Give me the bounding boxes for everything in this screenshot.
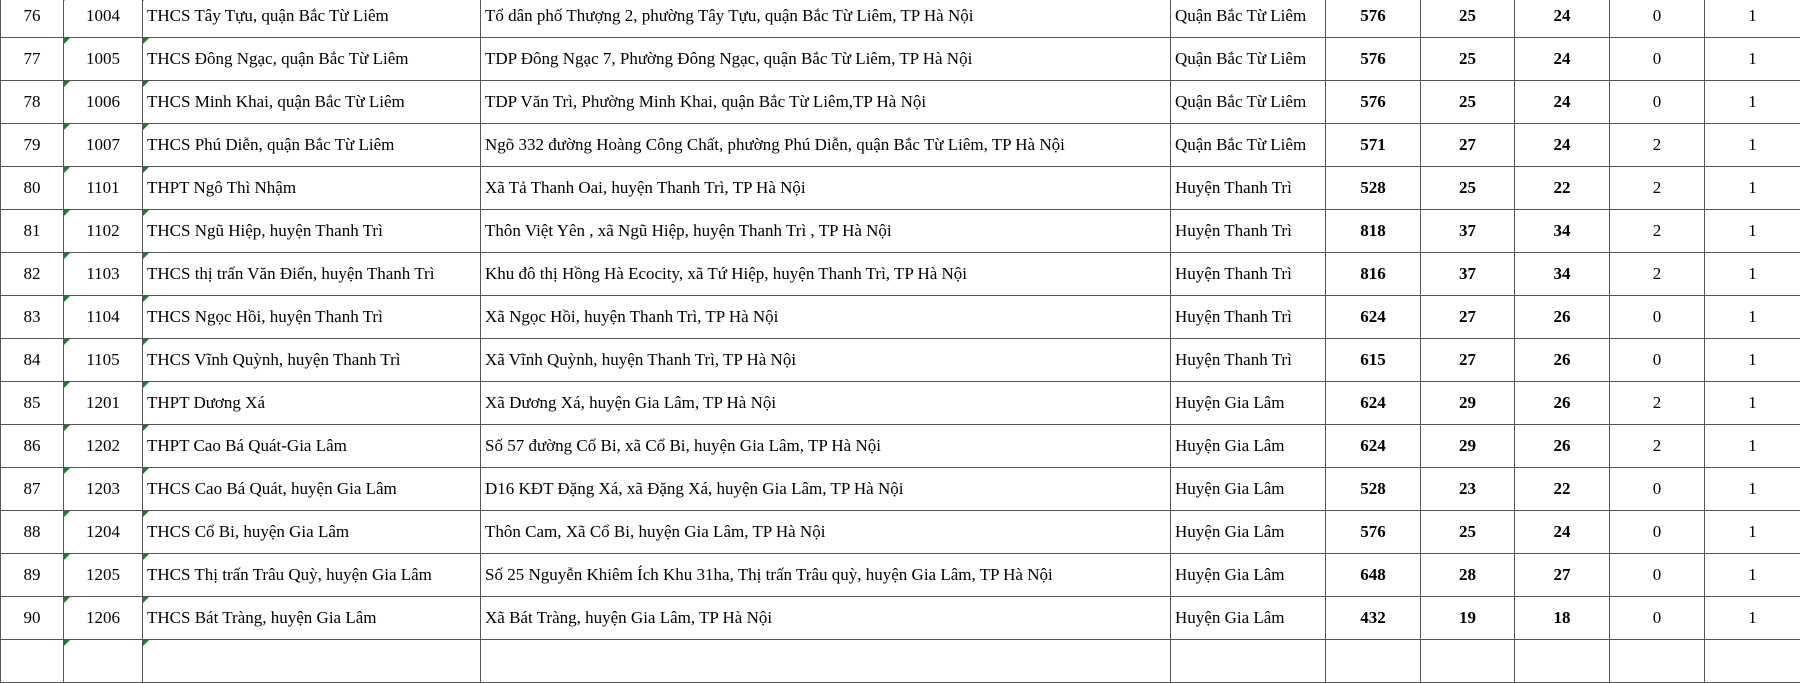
cell-value-4[interactable]: 0 bbox=[1610, 339, 1705, 382]
cell-value-2[interactable]: 25 bbox=[1421, 38, 1515, 81]
cell-value-2[interactable]: 25 bbox=[1421, 511, 1515, 554]
cell-value-4[interactable]: 0 bbox=[1610, 554, 1705, 597]
cell-value-2[interactable]: 19 bbox=[1421, 597, 1515, 640]
cell-value-2[interactable]: 27 bbox=[1421, 124, 1515, 167]
table-row bbox=[1, 296, 1800, 339]
table-row-empty bbox=[1, 640, 1800, 683]
cell-stt[interactable]: 87 bbox=[1, 468, 64, 511]
cell-district[interactable]: Quận Bắc Từ Liêm bbox=[1171, 124, 1326, 167]
cell-address[interactable]: Thôn Cam, Xã Cổ Bi, huyện Gia Lâm, TP Hà Nội bbox=[481, 511, 1171, 554]
cell-value-2[interactable]: 37 bbox=[1421, 253, 1515, 296]
table-row bbox=[1, 382, 1800, 425]
cell-code[interactable]: 1101 bbox=[64, 167, 143, 210]
cell-address[interactable]: D16 KĐT Đặng Xá, xã Đặng Xá, huyện Gia Lâm, TP Hà Nội bbox=[481, 468, 1171, 511]
cell-district[interactable]: Huyện Gia Lâm bbox=[1171, 382, 1326, 425]
cell-school-name[interactable]: THCS Bát Tràng, huyện Gia Lâm bbox=[143, 597, 481, 640]
cell-address[interactable]: Thôn Việt Yên , xã Ngũ Hiệp, huyện Thanh Trì , TP Hà Nội bbox=[481, 210, 1171, 253]
cell-code[interactable]: 1004 bbox=[64, 0, 143, 38]
cell-value-4[interactable]: 2 bbox=[1610, 167, 1705, 210]
cell-code[interactable]: 1206 bbox=[64, 597, 143, 640]
cell-district[interactable]: Huyện Gia Lâm bbox=[1171, 425, 1326, 468]
cell-stt[interactable]: 85 bbox=[1, 382, 64, 425]
cell-value-2[interactable]: 25 bbox=[1421, 167, 1515, 210]
cell-address[interactable]: Ngõ 332 đường Hoàng Công Chất, phường Phú Diễn, quận Bắc Từ Liêm, TP Hà Nội bbox=[481, 124, 1171, 167]
cell-value-5[interactable]: 1 bbox=[1705, 468, 1800, 511]
cell-total[interactable]: 576 bbox=[1326, 38, 1421, 81]
cell-value-3[interactable]: 24 bbox=[1515, 124, 1610, 167]
table-row bbox=[1, 253, 1800, 296]
cell-address[interactable]: Số 25 Nguyễn Khiêm Ích Khu 31ha, Thị trấn Trâu quỳ, huyện Gia Lâm, TP Hà Nội bbox=[481, 554, 1171, 597]
cell-stt[interactable]: 89 bbox=[1, 554, 64, 597]
cell-value-2[interactable]: 29 bbox=[1421, 382, 1515, 425]
cell-address[interactable]: Tổ dân phố Thượng 2, phường Tây Tựu, quận Bắc Từ Liêm, TP Hà Nội bbox=[481, 0, 1171, 38]
cell-value-5[interactable]: 1 bbox=[1705, 124, 1800, 167]
cell-value-3[interactable]: 22 bbox=[1515, 468, 1610, 511]
table-row bbox=[1, 38, 1800, 81]
cell-value-2[interactable]: 25 bbox=[1421, 81, 1515, 124]
cell-value-3[interactable]: 27 bbox=[1515, 554, 1610, 597]
cell-school-name[interactable]: THCS Phú Diễn, quận Bắc Từ Liêm bbox=[143, 124, 481, 167]
cell-value-5[interactable]: 1 bbox=[1705, 167, 1800, 210]
cell-value-4[interactable]: 2 bbox=[1610, 210, 1705, 253]
empty-cell[interactable] bbox=[481, 640, 1171, 683]
cell-district[interactable]: Huyện Thanh Trì bbox=[1171, 167, 1326, 210]
cell-value-4[interactable]: 0 bbox=[1610, 597, 1705, 640]
cell-stt[interactable]: 82 bbox=[1, 253, 64, 296]
cell-district[interactable]: Huyện Gia Lâm bbox=[1171, 554, 1326, 597]
cell-code[interactable]: 1201 bbox=[64, 382, 143, 425]
cell-total[interactable]: 571 bbox=[1326, 124, 1421, 167]
table-row bbox=[1, 210, 1800, 253]
cell-value-4[interactable]: 0 bbox=[1610, 38, 1705, 81]
cell-school-name[interactable]: THCS Ngọc Hồi, huyện Thanh Trì bbox=[143, 296, 481, 339]
empty-cell[interactable] bbox=[1, 640, 64, 683]
cell-code[interactable]: 1202 bbox=[64, 425, 143, 468]
empty-cell[interactable] bbox=[1705, 640, 1800, 683]
cell-value-2[interactable]: 37 bbox=[1421, 210, 1515, 253]
cell-stt[interactable]: 83 bbox=[1, 296, 64, 339]
cell-stt[interactable]: 79 bbox=[1, 124, 64, 167]
cell-stt[interactable]: 88 bbox=[1, 511, 64, 554]
cell-value-5[interactable]: 1 bbox=[1705, 210, 1800, 253]
cell-district[interactable]: Huyện Thanh Trì bbox=[1171, 210, 1326, 253]
cell-value-2[interactable]: 23 bbox=[1421, 468, 1515, 511]
table-row bbox=[1, 597, 1800, 640]
cell-code[interactable]: 1104 bbox=[64, 296, 143, 339]
cell-address[interactable]: TDP Đông Ngạc 7, Phường Đông Ngạc, quận Bắc Từ Liêm, TP Hà Nội bbox=[481, 38, 1171, 81]
cell-district[interactable]: Quận Bắc Từ Liêm bbox=[1171, 81, 1326, 124]
cell-value-2[interactable]: 29 bbox=[1421, 425, 1515, 468]
cell-value-3[interactable]: 26 bbox=[1515, 296, 1610, 339]
cell-district[interactable]: Quận Bắc Từ Liêm bbox=[1171, 38, 1326, 81]
cell-total[interactable]: 528 bbox=[1326, 167, 1421, 210]
cell-value-5[interactable]: 1 bbox=[1705, 38, 1800, 81]
cell-school-name[interactable]: THCS Vĩnh Quỳnh, huyện Thanh Trì bbox=[143, 339, 481, 382]
cell-code[interactable]: 1205 bbox=[64, 554, 143, 597]
cell-value-2[interactable]: 25 bbox=[1421, 0, 1515, 38]
cell-school-name[interactable]: THCS Ngũ Hiệp, huyện Thanh Trì bbox=[143, 210, 481, 253]
cell-school-name[interactable]: THCS thị trấn Văn Điển, huyện Thanh Trì bbox=[143, 253, 481, 296]
cell-stt[interactable]: 77 bbox=[1, 38, 64, 81]
cell-district[interactable]: Huyện Gia Lâm bbox=[1171, 468, 1326, 511]
cell-district[interactable]: Huyện Gia Lâm bbox=[1171, 597, 1326, 640]
cell-value-5[interactable]: 1 bbox=[1705, 597, 1800, 640]
cell-value-4[interactable]: 0 bbox=[1610, 0, 1705, 38]
cell-value-3[interactable]: 34 bbox=[1515, 210, 1610, 253]
cell-address[interactable]: Xã Vĩnh Quỳnh, huyện Thanh Trì, TP Hà Nội bbox=[481, 339, 1171, 382]
cell-value-5[interactable]: 1 bbox=[1705, 511, 1800, 554]
cell-value-2[interactable]: 27 bbox=[1421, 296, 1515, 339]
cell-stt[interactable]: 90 bbox=[1, 597, 64, 640]
table-row bbox=[1, 425, 1800, 468]
cell-address[interactable]: Xã Bát Tràng, huyện Gia Lâm, TP Hà Nội bbox=[481, 597, 1171, 640]
cell-address[interactable]: Xã Dương Xá, huyện Gia Lâm, TP Hà Nội bbox=[481, 382, 1171, 425]
cell-total[interactable]: 648 bbox=[1326, 554, 1421, 597]
cell-total[interactable]: 528 bbox=[1326, 468, 1421, 511]
cell-value-4[interactable]: 0 bbox=[1610, 468, 1705, 511]
cell-value-4[interactable]: 2 bbox=[1610, 425, 1705, 468]
table-row bbox=[1, 0, 1800, 38]
cell-total[interactable]: 432 bbox=[1326, 597, 1421, 640]
cell-total[interactable]: 576 bbox=[1326, 511, 1421, 554]
cell-code[interactable]: 1006 bbox=[64, 81, 143, 124]
cell-value-5[interactable]: 1 bbox=[1705, 554, 1800, 597]
cell-address[interactable]: TDP Văn Trì, Phường Minh Khai, quận Bắc Từ Liêm,TP Hà Nội bbox=[481, 81, 1171, 124]
table-row bbox=[1, 81, 1800, 124]
empty-cell[interactable] bbox=[143, 640, 481, 683]
cell-value-3[interactable]: 24 bbox=[1515, 511, 1610, 554]
cell-value-2[interactable]: 27 bbox=[1421, 339, 1515, 382]
empty-cell[interactable] bbox=[1171, 640, 1326, 683]
cell-code[interactable]: 1204 bbox=[64, 511, 143, 554]
cell-district[interactable]: Huyện Thanh Trì bbox=[1171, 296, 1326, 339]
cell-code[interactable]: 1103 bbox=[64, 253, 143, 296]
cell-code[interactable]: 1007 bbox=[64, 124, 143, 167]
cell-total[interactable]: 816 bbox=[1326, 253, 1421, 296]
cell-stt[interactable]: 86 bbox=[1, 425, 64, 468]
cell-school-name[interactable]: THCS Minh Khai, quận Bắc Từ Liêm bbox=[143, 81, 481, 124]
cell-value-5[interactable]: 1 bbox=[1705, 81, 1800, 124]
empty-cell[interactable] bbox=[1610, 640, 1705, 683]
cell-school-name[interactable]: THPT Cao Bá Quát-Gia Lâm bbox=[143, 425, 481, 468]
cell-value-3[interactable]: 18 bbox=[1515, 597, 1610, 640]
cell-total[interactable]: 576 bbox=[1326, 0, 1421, 38]
cell-address[interactable]: Số 57 đường Cổ Bi, xã Cổ Bi, huyện Gia Lâm, TP Hà Nội bbox=[481, 425, 1171, 468]
empty-cell[interactable] bbox=[1326, 640, 1421, 683]
empty-cell[interactable] bbox=[1421, 640, 1515, 683]
cell-school-name[interactable]: THPT Ngô Thì Nhậm bbox=[143, 167, 481, 210]
cell-value-3[interactable]: 26 bbox=[1515, 425, 1610, 468]
table-row bbox=[1, 511, 1800, 554]
cell-value-4[interactable]: 2 bbox=[1610, 124, 1705, 167]
cell-value-4[interactable]: 0 bbox=[1610, 81, 1705, 124]
cell-code[interactable]: 1105 bbox=[64, 339, 143, 382]
table-row bbox=[1, 554, 1800, 597]
cell-value-4[interactable]: 0 bbox=[1610, 296, 1705, 339]
cell-address[interactable]: Xã Tả Thanh Oai, huyện Thanh Trì, TP Hà Nội bbox=[481, 167, 1171, 210]
cell-value-5[interactable]: 1 bbox=[1705, 339, 1800, 382]
cell-value-5[interactable]: 1 bbox=[1705, 382, 1800, 425]
cell-district[interactable]: Huyện Thanh Trì bbox=[1171, 253, 1326, 296]
cell-code[interactable]: 1005 bbox=[64, 38, 143, 81]
cell-stt[interactable]: 80 bbox=[1, 167, 64, 210]
cell-district[interactable]: Huyện Gia Lâm bbox=[1171, 511, 1326, 554]
cell-school-name[interactable]: THCS Cổ Bi, huyện Gia Lâm bbox=[143, 511, 481, 554]
table-row bbox=[1, 339, 1800, 382]
cell-total[interactable]: 624 bbox=[1326, 296, 1421, 339]
cell-value-3[interactable]: 34 bbox=[1515, 253, 1610, 296]
cell-stt[interactable]: 81 bbox=[1, 210, 64, 253]
cell-stt[interactable]: 76 bbox=[1, 0, 64, 38]
cell-value-3[interactable]: 22 bbox=[1515, 167, 1610, 210]
cell-stt[interactable]: 84 bbox=[1, 339, 64, 382]
cell-district[interactable]: Quận Bắc Từ Liêm bbox=[1171, 0, 1326, 38]
cell-total[interactable]: 818 bbox=[1326, 210, 1421, 253]
cell-code[interactable]: 1102 bbox=[64, 210, 143, 253]
cell-district[interactable]: Huyện Thanh Trì bbox=[1171, 339, 1326, 382]
cell-total[interactable]: 624 bbox=[1326, 425, 1421, 468]
cell-school-name[interactable]: THCS Cao Bá Quát, huyện Gia Lâm bbox=[143, 468, 481, 511]
table-row bbox=[1, 124, 1800, 167]
cell-value-4[interactable]: 0 bbox=[1610, 511, 1705, 554]
cell-value-2[interactable]: 28 bbox=[1421, 554, 1515, 597]
table-row bbox=[1, 468, 1800, 511]
cell-address[interactable]: Khu đô thị Hồng Hà Ecocity, xã Tứ Hiệp, huyện Thanh Trì, TP Hà Nội bbox=[481, 253, 1171, 296]
cell-total[interactable]: 624 bbox=[1326, 382, 1421, 425]
cell-total[interactable]: 615 bbox=[1326, 339, 1421, 382]
cell-value-3[interactable]: 26 bbox=[1515, 382, 1610, 425]
cell-value-4[interactable]: 2 bbox=[1610, 253, 1705, 296]
table-body bbox=[1, 0, 1800, 683]
cell-value-5[interactable]: 1 bbox=[1705, 296, 1800, 339]
cell-total[interactable]: 576 bbox=[1326, 81, 1421, 124]
cell-value-3[interactable]: 24 bbox=[1515, 38, 1610, 81]
cell-value-3[interactable]: 24 bbox=[1515, 0, 1610, 38]
cell-school-name[interactable]: THPT Dương Xá bbox=[143, 382, 481, 425]
cell-school-name[interactable]: THCS Tây Tựu, quận Bắc Từ Liêm bbox=[143, 0, 481, 38]
cell-value-3[interactable]: 26 bbox=[1515, 339, 1610, 382]
empty-cell[interactable] bbox=[64, 640, 143, 683]
cell-value-5[interactable]: 1 bbox=[1705, 253, 1800, 296]
cell-value-3[interactable]: 24 bbox=[1515, 81, 1610, 124]
cell-school-name[interactable]: THCS Thị trấn Trâu Quỳ, huyện Gia Lâm bbox=[143, 554, 481, 597]
cell-code[interactable]: 1203 bbox=[64, 468, 143, 511]
cell-address[interactable]: Xã Ngọc Hồi, huyện Thanh Trì, TP Hà Nội bbox=[481, 296, 1171, 339]
cell-value-4[interactable]: 2 bbox=[1610, 382, 1705, 425]
table-row bbox=[1, 167, 1800, 210]
cell-stt[interactable]: 78 bbox=[1, 81, 64, 124]
cell-value-5[interactable]: 1 bbox=[1705, 425, 1800, 468]
cell-value-5[interactable]: 1 bbox=[1705, 0, 1800, 38]
empty-cell[interactable] bbox=[1515, 640, 1610, 683]
cell-school-name[interactable]: THCS Đông Ngạc, quận Bắc Từ Liêm bbox=[143, 38, 481, 81]
